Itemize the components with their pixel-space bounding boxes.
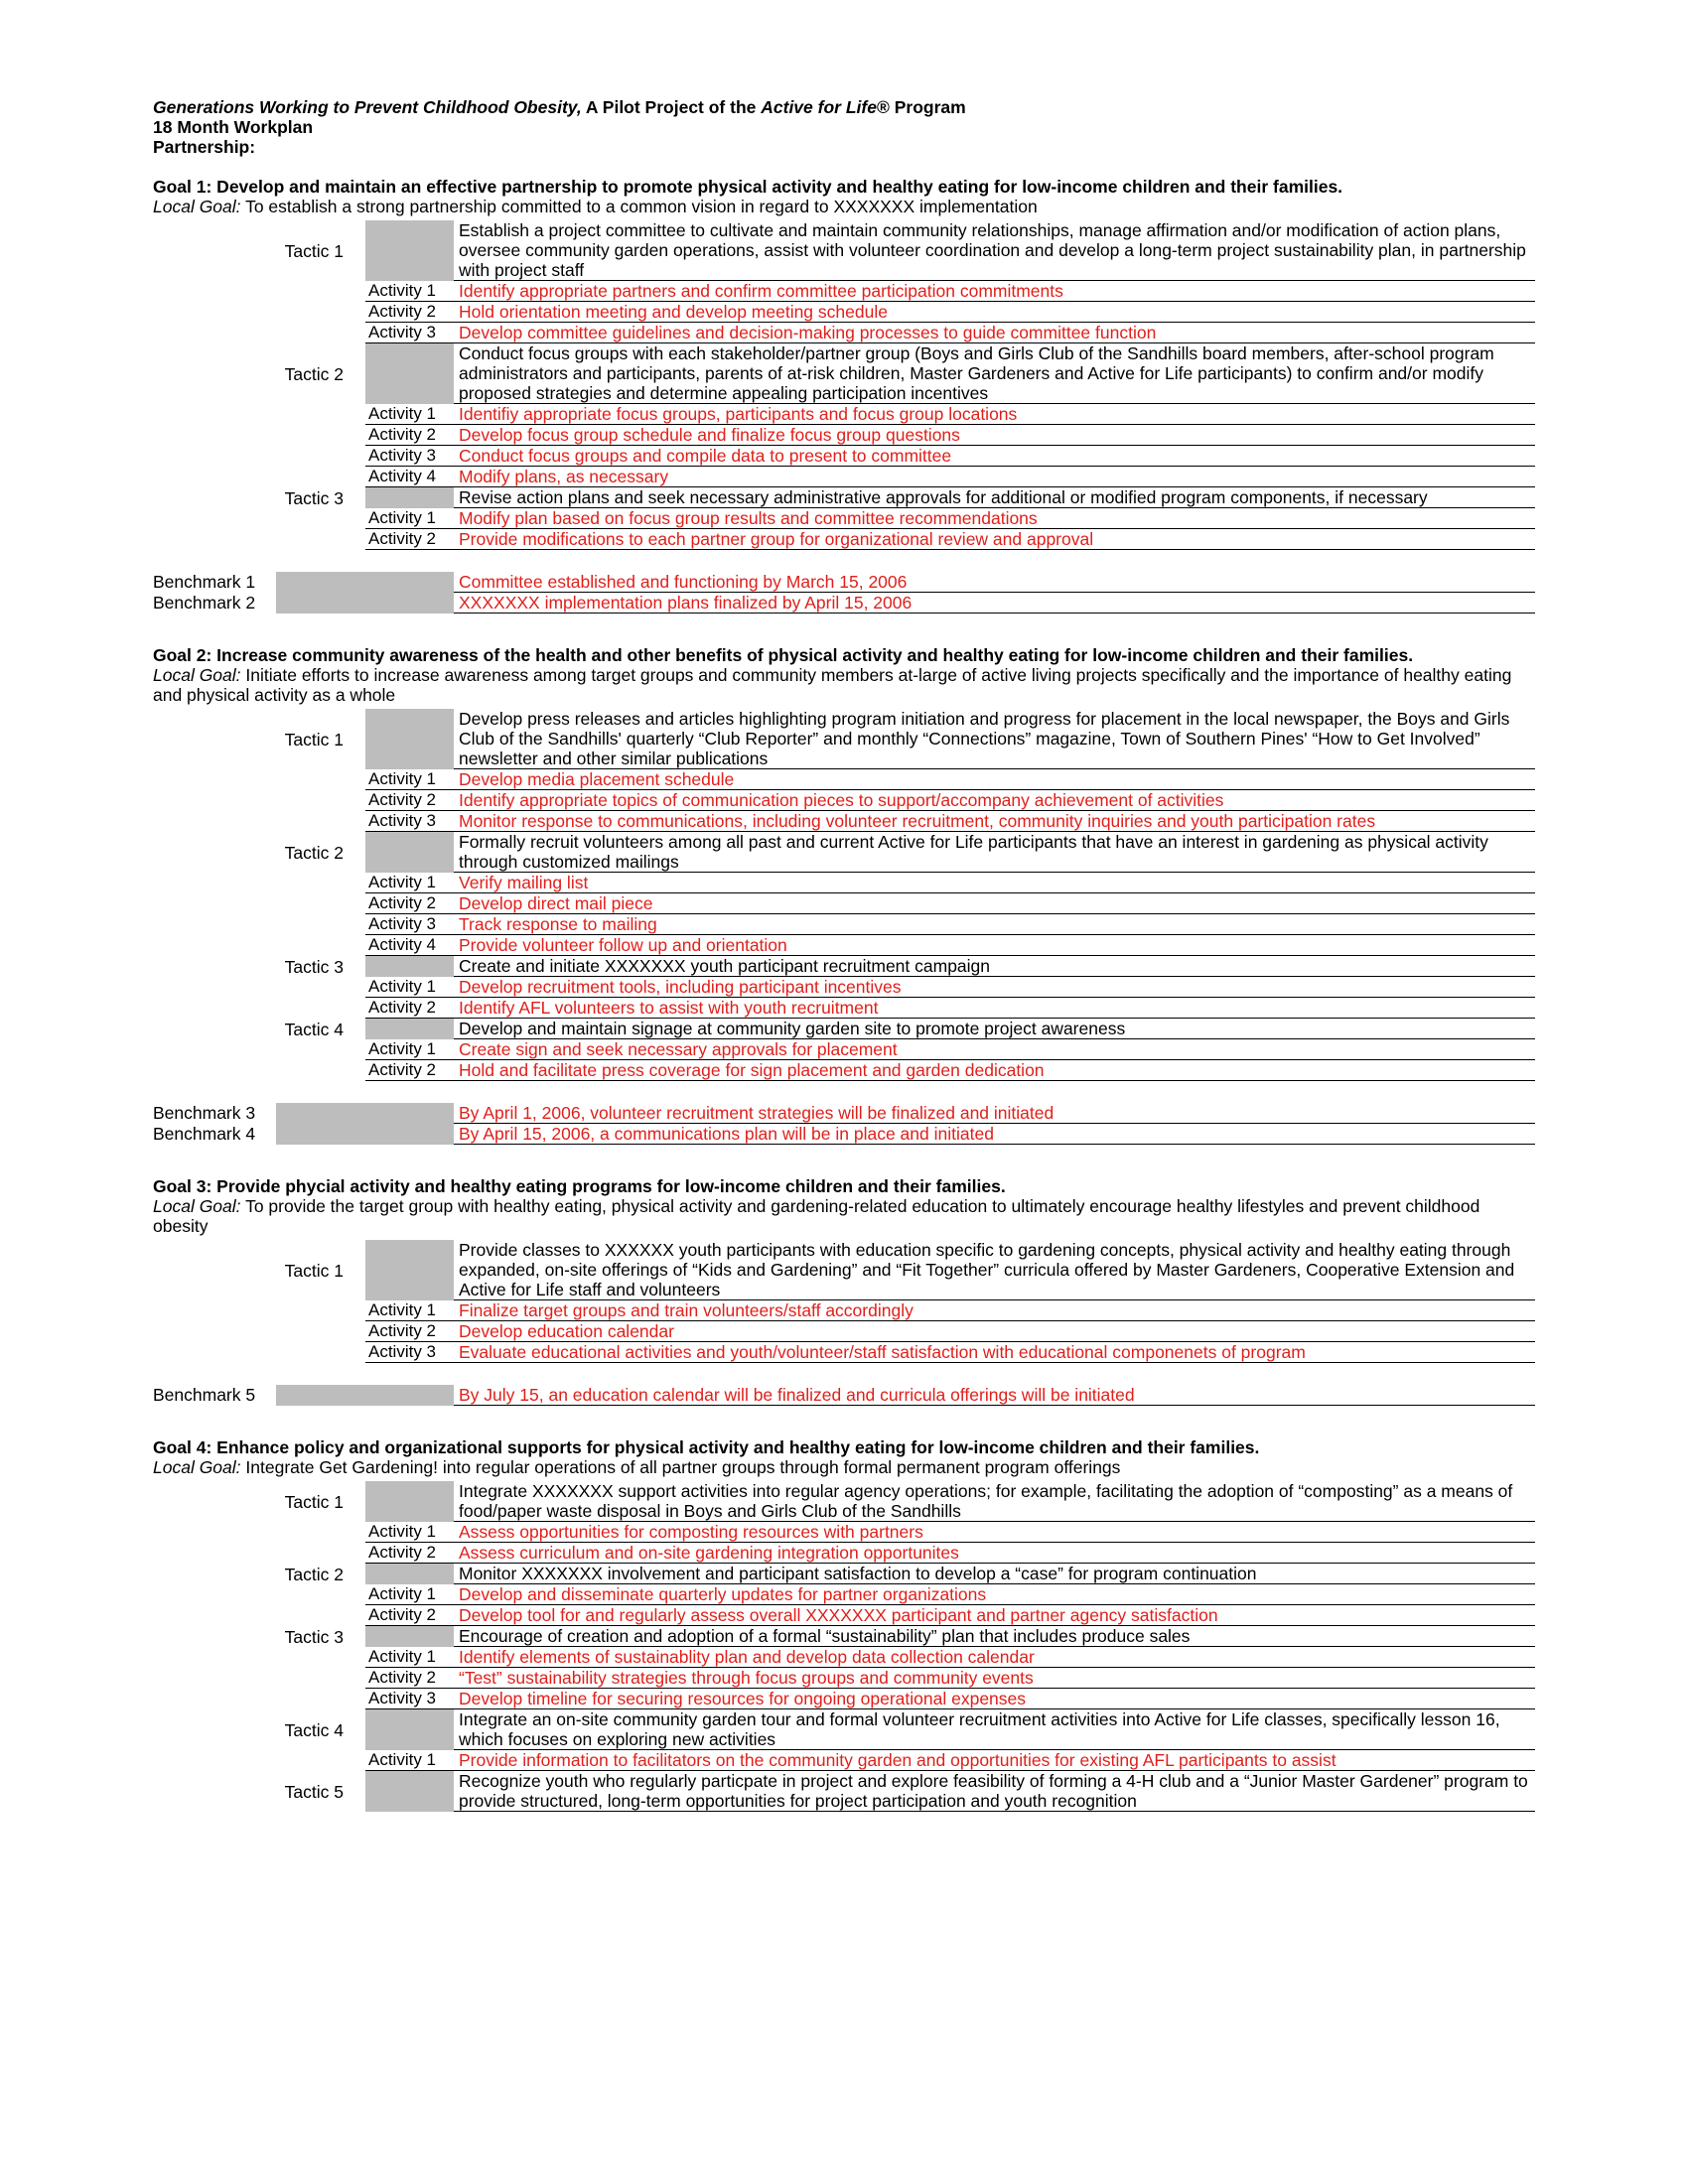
tactic-text: Encourage of creation and adoption of a formal “sustainability” plan that includes produce sales [454,1626,1535,1647]
activity-row [153,1647,1535,1668]
tactic-row [153,956,1535,977]
tactic-row [153,487,1535,508]
activity-spacer [153,811,365,832]
tactic-gray-box [365,1240,454,1300]
activity-text: Evaluate educational activities and youth/volunteer/staff satisfaction with educational componenets of program [454,1342,1535,1363]
activity-label: Activity 1 [365,404,454,425]
activity-spacer [153,529,365,550]
activity-spacer [153,404,365,425]
activity-label: Activity 2 [365,790,454,811]
tactic-row [153,1240,1535,1300]
tactic-gray-box [365,956,454,977]
activity-label: Activity 1 [365,281,454,302]
benchmark-text: By April 1, 2006, volunteer recruitment strategies will be finalized and initiated [454,1103,1535,1124]
tactic-text: Revise action plans and seek necessary administrative approvals for additional or modified program components, if necessary [454,487,1535,508]
benchmark-row [153,1103,1535,1124]
activity-spacer [153,1522,365,1543]
local-goal-label: Local Goal: [153,665,241,685]
benchmark-label: Benchmark 5 [153,1385,256,1405]
activity-text: Develop media placement schedule [454,769,1535,790]
activity-row [153,893,1535,914]
tactic-label: Tactic 3 [284,487,344,508]
document-title [153,97,1535,117]
tactic-label: Tactic 3 [284,956,344,977]
activity-label: Activity 1 [365,1300,454,1321]
activity-spacer [153,323,365,343]
activity-text: Assess opportunities for composting resources with partners [454,1522,1535,1543]
activity-text: Conduct focus groups and compile data to present to committee [454,446,1535,467]
tactic-text: Recognize youth who regularly particpate in project and explore feasibility of forming a 4-H club and a “Junior Master Gardener” program to provide structured, long-term opportunities for project participation and youth recognition [454,1771,1535,1812]
activity-label: Activity 2 [365,893,454,914]
goal-title: Goal 3: Provide phycial activity and healthy eating programs for low-income children and their families. [153,1176,1006,1196]
activity-label: Activity 3 [365,914,454,935]
local-goal [153,1196,1535,1236]
activity-spacer [153,1668,365,1689]
benchmark-row [153,1124,1535,1145]
activity-text: Develop committee guidelines and decision-making processes to guide committee function [454,323,1535,343]
activity-row [153,769,1535,790]
activity-spacer [153,302,365,323]
activity-row [153,998,1535,1019]
tactic-label: Tactic 1 [284,1491,344,1512]
goal-title: Goal 1: Develop and maintain an effective partnership to promote physical activity and healthy eating for low-income children and their families. [153,177,1343,197]
activity-row [153,446,1535,467]
activity-row [153,1321,1535,1342]
activity-label: Activity 2 [365,302,454,323]
activity-text: Identify appropriate topics of communication pieces to support/accompany achievement of activities [454,790,1535,811]
activity-text: Develop tool for and regularly assess overall XXXXXXX participant and partner agency satisfaction [454,1605,1535,1626]
benchmark-text: XXXXXXX implementation plans finalized by April 15, 2006 [454,593,1535,614]
activity-text: Develop direct mail piece [454,893,1535,914]
activity-label: Activity 1 [365,977,454,998]
activity-label: Activity 1 [365,1584,454,1605]
document-subtitle: 18 Month Workplan [153,117,314,137]
activity-row [153,790,1535,811]
tactic-gray-box [365,1626,454,1647]
activity-text: Develop focus group schedule and finalize focus group questions [454,425,1535,446]
tactic-text: Integrate an on-site community garden tour and formal volunteer recruitment activities into Active for Life classes, specifically lesson 16, which focuses on exploring new activities [454,1709,1535,1750]
activity-text: Develop timeline for securing resources for ongoing operational expenses [454,1689,1535,1709]
benchmark-row [153,1385,1535,1406]
activity-spacer [153,508,365,529]
activity-label: Activity 1 [365,1750,454,1771]
activity-label: Activity 4 [365,935,454,956]
activity-row [153,811,1535,832]
activity-spacer [153,467,365,487]
benchmark-text: Committee established and functioning by March 15, 2006 [454,572,1535,593]
activity-label: Activity 2 [365,1060,454,1081]
activity-label: Activity 1 [365,508,454,529]
activity-spacer [153,1342,365,1363]
activity-row [153,425,1535,446]
activity-spacer [153,425,365,446]
tactic-label: Tactic 5 [284,1781,344,1802]
activity-label: Activity 3 [365,1342,454,1363]
activity-row [153,1605,1535,1626]
activity-spacer [153,873,365,893]
tactic-label: Tactic 2 [284,363,344,384]
activity-spacer [153,1689,365,1709]
benchmark-row [153,593,1535,614]
activity-label: Activity 2 [365,529,454,550]
goal-spacer [153,614,1535,627]
goal-section [153,645,1535,1159]
activity-text: Track response to mailing [454,914,1535,935]
tactic-row [153,1771,1535,1812]
activity-text: Provide modifications to each partner group for organizational review and approval [454,529,1535,550]
activity-spacer [153,935,365,956]
activity-row [153,1342,1535,1363]
activity-label: Activity 4 [365,467,454,487]
activity-row [153,873,1535,893]
activity-label: Activity 3 [365,1689,454,1709]
activity-row [153,1668,1535,1689]
activity-label: Activity 2 [365,425,454,446]
activity-text: Develop education calendar [454,1321,1535,1342]
goal-spacer [153,1812,1535,1826]
activity-label: Activity 3 [365,323,454,343]
tactic-gray-box [365,1019,454,1039]
activity-text: Identifiy appropriate focus groups, participants and focus group locations [454,404,1535,425]
goal-section [153,177,1535,627]
activity-spacer [153,1647,365,1668]
activity-spacer [153,914,365,935]
activity-spacer [153,1321,365,1342]
benchmark-gray-box [276,1103,454,1124]
activity-label: Activity 1 [365,873,454,893]
tactic-label: Tactic 1 [284,1260,344,1281]
activity-spacer [153,998,365,1019]
local-goal [153,665,1535,705]
tactic-gray-box [365,220,454,281]
tactic-gray-box [365,343,454,404]
tactic-row [153,1626,1535,1647]
benchmark-text: By July 15, an education calendar will be finalized and curricula offerings will be initiated [454,1385,1535,1406]
goals-container [153,177,1535,1826]
activity-text: Identify AFL volunteers to assist with youth recruitment [454,998,1535,1019]
activity-label: Activity 3 [365,811,454,832]
title-italic: Generations Working to Prevent Childhood Obesity, [153,97,582,117]
goal-spacer [153,1406,1535,1420]
activity-text: Provide information to facilitators on the community garden and opportunities for existing AFL participants to assist [454,1750,1535,1771]
activity-spacer [153,1060,365,1081]
activity-spacer [153,893,365,914]
activity-text: Identify elements of sustainablity plan and develop data collection calendar [454,1647,1535,1668]
tactic-label: Tactic 4 [284,1019,344,1039]
tactic-row [153,220,1535,281]
goal-title: Goal 4: Enhance policy and organizational supports for physical activity and healthy eating for low-income children and their families. [153,1437,1260,1457]
tactic-label: Tactic 2 [284,842,344,863]
title-mid: A Pilot Project of the [581,97,762,117]
local-goal-text: Integrate Get Gardening! into regular operations of all partner groups through formal permanent program offerings [240,1457,1121,1477]
tactic-text: Establish a project committee to cultivate and maintain community relationships, manage affirmation and/or modification of action plans, oversee community garden operations, assist with volunteer coordination and develop a long-term project sustainability plan, in partnership with project staff [454,220,1535,281]
benchmark-label: Benchmark 4 [153,1124,256,1144]
tactic-label: Tactic 1 [284,729,344,750]
workplan-page [153,97,1535,1826]
activity-spacer [153,1584,365,1605]
benchmark-gap [153,1081,1535,1103]
activity-text: Identify appropriate partners and confirm committee participation commitments [454,281,1535,302]
activity-text: Monitor response to communications, including volunteer recruitment, community inquiries and youth participation rates [454,811,1535,832]
activity-row [153,508,1535,529]
activity-row [153,1300,1535,1321]
activity-row [153,1584,1535,1605]
activity-row [153,529,1535,550]
activity-row [153,1522,1535,1543]
activity-row [153,281,1535,302]
tactic-label: Tactic 3 [284,1626,344,1647]
benchmark-label: Benchmark 3 [153,1103,256,1123]
local-goal-label: Local Goal: [153,1196,241,1216]
activity-row [153,935,1535,956]
activity-spacer [153,1039,365,1060]
benchmark-gap [153,1363,1535,1385]
activity-text: Hold orientation meeting and develop meeting schedule [454,302,1535,323]
benchmark-gray-box [276,572,454,593]
activity-row [153,1060,1535,1081]
tactic-gray-box [365,1709,454,1750]
benchmark-text: By April 15, 2006, a communications plan will be in place and initiated [454,1124,1535,1145]
activity-row [153,323,1535,343]
tactic-gray-box [365,1771,454,1812]
tactic-row [153,709,1535,769]
tactic-text: Integrate XXXXXXX support activities into regular agency operations; for example, facilitating the adoption of “composting” as a means of food/paper waste disposal in Boys and Girls Club of the Sandhills [454,1481,1535,1522]
activity-spacer [153,769,365,790]
benchmark-gap [153,550,1535,572]
activity-label: Activity 2 [365,998,454,1019]
activity-label: Activity 1 [365,769,454,790]
activity-text: Provide volunteer follow up and orientation [454,935,1535,956]
activity-label: Activity 2 [365,1668,454,1689]
tactic-label: Tactic 2 [284,1564,344,1584]
tactic-text: Monitor XXXXXXX involvement and participant satisfaction to develop a “case” for program continuation [454,1564,1535,1584]
goal-section [153,1437,1535,1826]
activity-text: Modify plans, as necessary [454,467,1535,487]
activity-spacer [153,1605,365,1626]
activity-spacer [153,1543,365,1564]
tactic-text: Provide classes to XXXXXX youth participants with education specific to gardening concepts, physical activity and healthy eating through expanded, on-site offerings of “Kids and Gardening” and “Fit Together” curricula offered by Master Gardeners, Cooperative Extension and Active for Life staff and volunteers [454,1240,1535,1300]
tactic-row [153,343,1535,404]
tactic-gray-box [365,832,454,873]
activity-spacer [153,1750,365,1771]
activity-label: Activity 2 [365,1605,454,1626]
activity-text: Hold and facilitate press coverage for sign placement and garden dedication [454,1060,1535,1081]
benchmark-row [153,572,1535,593]
activity-spacer [153,977,365,998]
activity-spacer [153,446,365,467]
activity-spacer [153,790,365,811]
section-heading: Partnership: [153,137,256,157]
activity-row [153,1039,1535,1060]
activity-label: Activity 2 [365,1543,454,1564]
tactic-gray-box [365,1564,454,1584]
title-end: ® Program [876,97,966,117]
activity-label: Activity 1 [365,1039,454,1060]
tactic-text: Develop press releases and articles highlighting program initiation and progress for placement in the local newspaper, the Boys and Girls Club of the Sandhills' quarterly “Club Reporter” and monthly “Connections” magazine, Town of Southern Pines' “How to Get Involved” newsletter and other similar publications [454,709,1535,769]
activity-label: Activity 2 [365,1321,454,1342]
tactic-text: Conduct focus groups with each stakeholder/partner group (Boys and Girls Club of the Sandhills board members, after-school program administrators and participants, parents of at-risk children, Master Gardeners and Active for Life participants) to confirm and/or modify proposed strategies and determine appealing participation incentives [454,343,1535,404]
local-goal [153,197,1535,216]
activity-text: Create sign and seek necessary approvals for placement [454,1039,1535,1060]
activity-text: Verify mailing list [454,873,1535,893]
activity-row [153,1689,1535,1709]
activity-text: Assess curriculum and on-site gardening integration opportunites [454,1543,1535,1564]
activity-text: Modify plan based on focus group results and committee recommendations [454,508,1535,529]
tactic-text: Formally recruit volunteers among all past and current Active for Life participants that have an interest in gardening as physical activity through customized mailings [454,832,1535,873]
activity-row [153,302,1535,323]
activity-row [153,404,1535,425]
tactic-row [153,1709,1535,1750]
activity-row [153,1750,1535,1771]
title-program: Active for Life [761,97,877,117]
benchmark-gray-box [276,593,454,614]
benchmark-label: Benchmark 2 [153,593,256,613]
benchmark-label: Benchmark 1 [153,572,256,592]
benchmark-gray-box [276,1124,454,1145]
activity-row [153,977,1535,998]
activity-text: Develop recruitment tools, including participant incentives [454,977,1535,998]
activity-label: Activity 1 [365,1522,454,1543]
tactic-gray-box [365,1481,454,1522]
activity-text: Finalize target groups and train volunteers/staff accordingly [454,1300,1535,1321]
activity-label: Activity 1 [365,1647,454,1668]
activity-spacer [153,1300,365,1321]
local-goal-label: Local Goal: [153,197,241,216]
local-goal [153,1457,1535,1477]
activity-row [153,1543,1535,1564]
local-goal-text: To establish a strong partnership committed to a common vision in regard to XXXXXXX implementation [240,197,1038,216]
goal-title: Goal 2: Increase community awareness of the health and other benefits of physical activity and healthy eating for low-income children and their families. [153,645,1414,665]
tactic-text: Create and initiate XXXXXXX youth participant recruitment campaign [454,956,1535,977]
benchmark-gray-box [276,1385,454,1406]
activity-text: Develop and disseminate quarterly updates for partner organizations [454,1584,1535,1605]
tactic-row [153,1564,1535,1584]
tactic-label: Tactic 1 [284,240,344,261]
activity-spacer [153,281,365,302]
activity-text: “Test” sustainability strategies through focus groups and community events [454,1668,1535,1689]
activity-label: Activity 3 [365,446,454,467]
local-goal-text: To provide the target group with healthy eating, physical activity and gardening-related education to ultimately encourage healthy lifestyles and prevent childhood obesity [153,1196,1480,1236]
tactic-gray-box [365,709,454,769]
tactic-text: Develop and maintain signage at community garden site to promote project awareness [454,1019,1535,1039]
tactic-gray-box [365,487,454,508]
local-goal-label: Local Goal: [153,1457,241,1477]
local-goal-text: Initiate efforts to increase awareness among target groups and community members at-large of active living projects specifically and the importance of healthy eating and physical activity as a whole [153,665,1512,705]
activity-row [153,467,1535,487]
tactic-row [153,832,1535,873]
goal-section [153,1176,1535,1420]
tactic-row [153,1481,1535,1522]
goal-spacer [153,1145,1535,1159]
tactic-label: Tactic 4 [284,1719,344,1740]
activity-row [153,914,1535,935]
tactic-row [153,1019,1535,1039]
